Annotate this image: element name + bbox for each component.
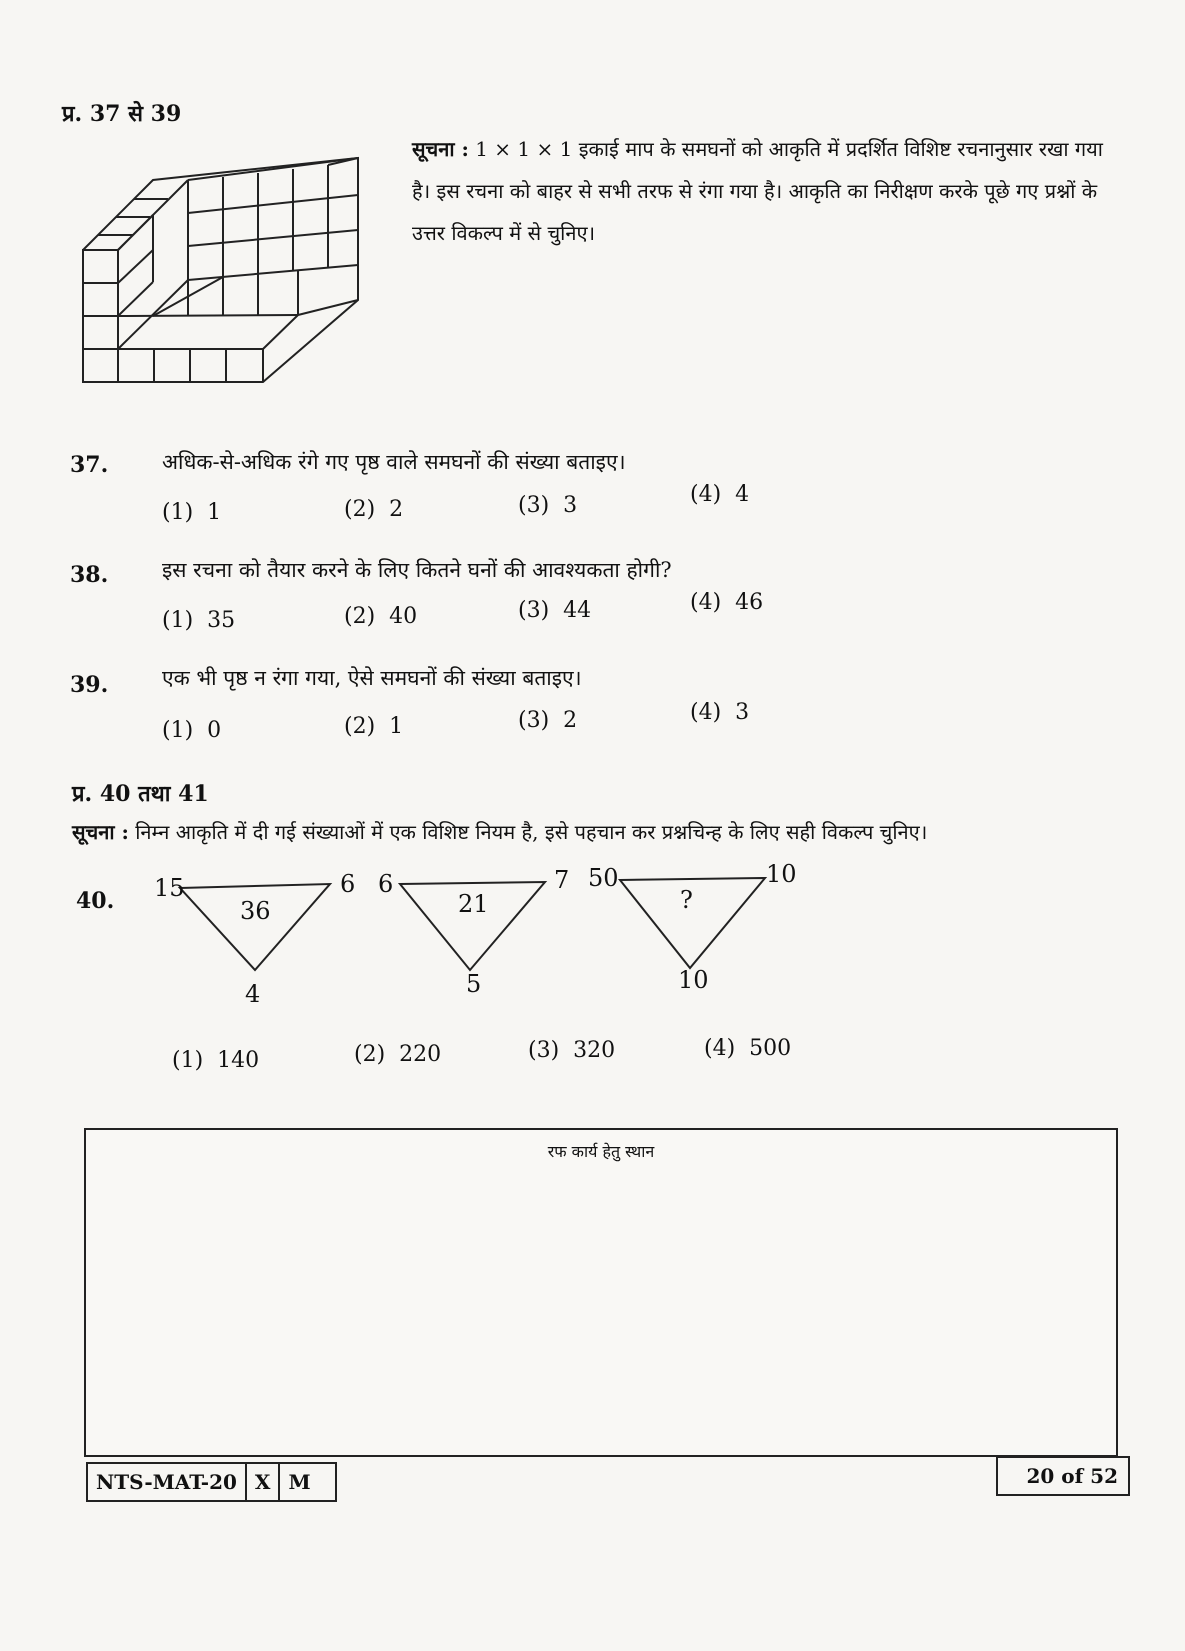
option[interactable]: (3) 320 [528, 1038, 616, 1063]
triangle-3-center: ? [680, 886, 693, 914]
question-text: अधिक-से-अधिक रंगे गए पृष्ठ वाले समघनों की संख्या बताइए। [162, 450, 626, 474]
option[interactable]: (2) 220 [354, 1042, 442, 1067]
triangle-3-left: 50 [588, 864, 619, 892]
option[interactable]: (3) 2 [518, 708, 578, 733]
notice-text: 1 × 1 × 1 इकाई माप के समघनों को आकृति में प्रदर्शित विशिष्ट रचनानुसार रखा गया है। इस रचना को बाहर से सभी तरफ से रंगा गया है। आकृति का निरीक्षण करके पूछे गए प्रश्नों के उत्तर विकल्प में से चुनिए। [412, 137, 1103, 245]
triangle-3-bottom: 10 [678, 966, 709, 994]
question-number: 38. [70, 562, 109, 588]
triangle-2-bottom: 5 [466, 970, 482, 998]
notice-label: सूचना : [72, 820, 129, 844]
triangle-1-bottom: 4 [245, 980, 261, 1008]
option[interactable]: (2) 40 [344, 604, 418, 629]
page-number: 20 of 52 [1026, 1464, 1118, 1488]
paper-code-box [86, 1462, 337, 1502]
option[interactable]: (1) 140 [172, 1048, 260, 1073]
cube-structure-figure [78, 150, 368, 390]
rough-work-area[interactable] [84, 1128, 1118, 1457]
triangle-1-left: 15 [154, 874, 185, 902]
option[interactable]: (2) 1 [344, 714, 404, 739]
option[interactable]: (1) 0 [162, 718, 222, 743]
page-number-box [996, 1456, 1130, 1496]
notice-40-41 [72, 818, 927, 845]
option[interactable]: (4) 46 [690, 590, 764, 615]
question-number: 37. [70, 452, 109, 478]
question-number: 39. [70, 672, 109, 698]
notice-label: सूचना : [412, 137, 469, 161]
triangle-1-center: 36 [240, 897, 271, 925]
option[interactable]: (3) 3 [518, 493, 578, 518]
option[interactable]: (3) 44 [518, 598, 592, 623]
notice-text: निम्न आकृति में दी गई संख्याओं में एक विशिष्ट नियम है, इसे पहचान कर प्रश्नचिन्ह के लिए सही विकल्प चुनिए। [135, 820, 928, 844]
question-text: इस रचना को तैयार करने के लिए कितने घनों की आवश्यकता होगी? [162, 558, 672, 582]
triangle-1-right: 6 [340, 870, 356, 898]
option[interactable]: (4) 3 [690, 700, 750, 725]
triangle-2-left: 6 [378, 870, 394, 898]
language-code: X [247, 1464, 281, 1500]
question-number: 40. [76, 888, 115, 914]
triangle-2-center: 21 [458, 890, 489, 918]
section-header-40-41: प्र. 40 तथा 41 [72, 781, 209, 807]
paper-code: NTS-MAT-20 [88, 1464, 247, 1500]
notice-37-39 [412, 128, 1112, 254]
option[interactable]: (4) 4 [690, 482, 750, 507]
triangle-2-right: 7 [554, 866, 570, 894]
option[interactable]: (4) 500 [704, 1036, 792, 1061]
question-text: एक भी पृष्ठ न रंगा गया, ऐसे समघनों की संख्या बताइए। [162, 666, 582, 690]
section-header-37-39: प्र. 37 से 39 [62, 101, 182, 127]
rough-work-title: रफ कार्य हेतु स्थान [547, 1142, 655, 1161]
triangle-3-right: 10 [766, 860, 797, 888]
option[interactable]: (1) 1 [162, 500, 222, 525]
option[interactable]: (1) 35 [162, 608, 236, 633]
option[interactable]: (2) 2 [344, 497, 404, 522]
medium-code: M [288, 1470, 311, 1494]
